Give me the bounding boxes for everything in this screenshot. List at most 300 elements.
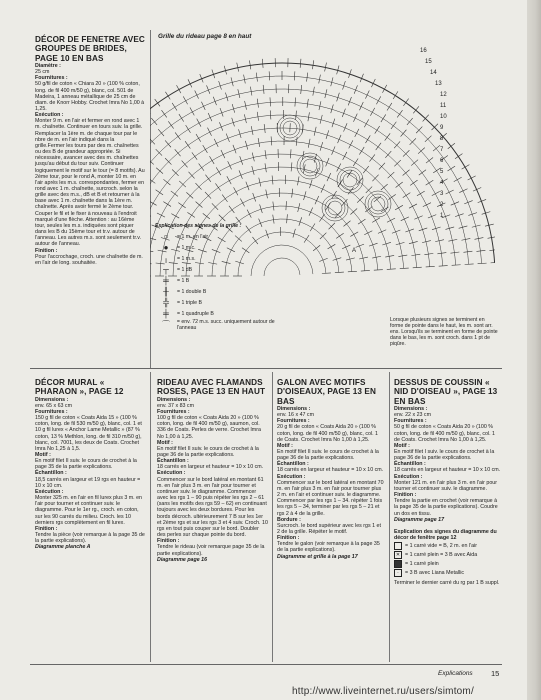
text: 150 g fil de coton « Coats Aida 15 » (100 % coton, long. de fil 530 m/50 g), blanc, col. 1 et 10 g fil lurex « Anchor Lame Metallic » (87 % coton, 13 % Methlon, long. de fil 310 m/50 g), blanc, col. 7001, les deux de Coats. Crochet Imra No 1,25 à 1,5. [35,415,142,452]
stitch-mark [150,263,152,264]
legend-text: = 1 m.c. [177,244,196,251]
stitch-mark [300,59,301,68]
stitch-mark [185,141,190,148]
stitch-mark [336,233,343,238]
diagram-ref: Diagramme planche A [35,544,91,551]
label: Fournitures : [394,418,427,425]
stitch-mark [258,138,260,147]
section-title: GALON AVEC MOTIFS D'OISEAUX, PAGE 13 EN BAS [277,378,376,406]
stitch-mark [187,212,194,217]
footer-divider [30,664,502,665]
text: 100 g fil de coton « Coats Aida 20 » (100 % coton, long. de fil 400 m/50 g), saumon, col. 336 de Coats. Perles de verre. Crochet Imra No 1,00 à 1,25. [157,415,261,440]
legend-row [155,264,295,275]
stitch-mark [266,190,268,199]
stitch-mark [476,250,485,251]
dotted-square-icon: · [394,569,402,577]
row-label: 1 [440,213,444,219]
stitch-mark [365,135,370,143]
label: Dimensions : [35,396,69,403]
stitch-mark [290,149,291,158]
legend-text: = 1 carré plein [405,561,439,568]
label: Dimensions : [277,405,311,412]
label: Dimensions : [394,405,428,412]
text: env. 65 x 63 cm [35,402,72,409]
stitch-mark [269,71,270,80]
stitch-mark [205,175,210,182]
stitch-mark [273,202,274,211]
label: Exécution : [277,473,306,480]
stitch-mark [252,166,254,175]
section-flamingo-curtain [157,378,268,563]
text: env. 22 x 23 cm [394,412,431,419]
stitch-mark [150,213,151,217]
stitch-mark [465,264,474,265]
stitch-mark [313,87,315,96]
label: Diamètre : [35,62,61,69]
stitch-mark [257,112,258,121]
stitch-mark [155,99,160,106]
label: Échantillon : [157,458,189,465]
stitch-mark [347,170,352,178]
stitch-mark [231,77,233,86]
stitch-mark [307,99,308,108]
stitch-mark [413,267,422,268]
stitch-mark [387,269,396,270]
text: 20 g fil de coton « Coats Aida 20 » (100 % coton, long. de fil 400 m/50 g), blanc, col. 1 de Coats. Crochet Imra No 1,00 à 1,25. [277,424,378,443]
stitch-mark [459,226,468,228]
legend-text: = 1 double B [177,288,207,295]
stitch-mark [322,273,331,274]
stitch-mark [403,99,408,106]
stitch-mark [359,257,368,259]
filled-square-icon [394,560,402,568]
stitch-mark [320,233,326,239]
stitch-mark [262,59,263,68]
stitch-mark [308,139,310,148]
stitch-mark [245,101,247,110]
text: Tendre la pièce (voir remarque à la page 35 de la partie explications). [35,532,145,545]
stitch-mark [452,265,461,266]
rosette-motif [297,153,323,179]
stitch-mark [375,126,380,134]
stitch-mark [319,75,321,84]
stitch-mark [286,201,287,210]
stitch-mark [369,154,374,161]
text: 50 g/fil de coton « Chiara 20 » (100 % coton, long. de fil 400 m/50 g), blanc, col. 501 de Madeira, 1 anneau métallique de 25 cm de diam. de Knorr Hobby. Crochet Imra No 1,00 à 1,25. [35,81,145,112]
section-cushion [394,378,502,586]
legend-row [155,297,295,308]
stitch-mark [381,114,386,122]
label: Fournitures : [35,75,68,82]
stitch-mark [331,77,333,86]
stitch-mark [385,133,390,140]
stitch-mark [304,235,309,243]
stitch-mark [426,180,434,185]
stitch-mark [397,110,402,117]
row-label: 16 [420,48,427,54]
footer-label: Explications [438,670,473,677]
stitch-mark [265,150,266,159]
stitch-mark [372,256,381,258]
stitch-mark [229,206,234,213]
stitch-mark [296,111,297,120]
row-label: 7 [440,147,444,153]
text: Tendre le galon (voir remarque à la page 35 de la partie explications). [277,541,380,554]
stitch-symbol-icon: ╫ [163,286,169,296]
stitch-mark [475,238,484,240]
label: Motif : [35,452,51,458]
stitch-mark [259,178,261,187]
label: Échantillon : [35,470,67,477]
legend-text: = 1 carré vide = B, 2 m. en l'air [405,543,477,550]
stitch-mark [310,223,315,231]
stitch-mark [319,101,321,110]
legend-text: = 1 m.s. [177,255,196,262]
stitch-mark [256,73,257,82]
legend-row [155,286,295,297]
stitch-mark [425,136,432,142]
text: Monter 121 m. en l'air plus 3 m. en l'air pour tourner et continuer suiv. le diagramme. [394,479,498,492]
text: Pour l'accrochage, croch. une chaînette de m. en l'air de long. souhaitée. [35,253,143,266]
text: Monter 325 m. en l'air en fil lurex plus 3 m. en l'air pour tourner et continuer suiv. le diagramme. Pour le 1er rg., croch. en coton, sur les 90 carrés du milieu. Croch. les 10 derniers rgs complètement en fil lurex. [35,495,142,526]
stitch-mark [257,99,258,108]
stitch-symbol-icon: ● [163,242,169,252]
stitch-mark [348,271,357,272]
row-label: 3 [440,191,444,197]
section-title: DÉCOR MURAL « PHARAON », PAGE 12 [35,378,124,397]
stitch-mark [388,194,395,199]
legend-text: = 3 B avec Liana Metallic [405,570,465,577]
rosette-motif [322,195,348,221]
legend-text: = 1 quadruple B [177,310,214,317]
stitch-mark [422,241,431,243]
label: Motif : [394,442,410,449]
stitch-mark [178,203,185,208]
stitch-mark [335,272,344,273]
label: Fournitures : [277,418,310,425]
page-number: 15 [491,669,500,678]
text: En motif filet II suiv. le cours de crochet à la page 36 de la partie explications. [277,448,379,462]
legend-row [155,231,295,242]
legend-row [155,308,295,319]
row-label: 11 [440,103,447,109]
section-title: DÉCOR DE FENETRE AVEC GROUPES DE BRIDES, PAGE 10 EN BAS [35,35,145,63]
text: 18 carrés en largeur et hauteur = 10 x 10 cm. [277,467,384,474]
stitch-mark [301,85,302,94]
stitch-mark [294,71,295,80]
stitch-symbol-icon: ╪ [163,308,169,318]
stitch-mark [298,176,300,185]
stitch-mark [156,190,163,195]
stitch-mark [396,242,405,244]
stitch-symbol-icon: ╷ [163,253,169,263]
stitch-mark [172,170,178,176]
stitch-mark [179,181,186,187]
stitch-mark [162,110,167,117]
diagram-ref: Diagramme page 16 [157,556,208,563]
stitch-mark [150,250,153,252]
stitch-mark [196,134,201,142]
stitch-mark [270,97,271,106]
text: En motif filet II suiv. le cours de crochet à la page 35 de la partie explications. [35,458,137,471]
stitch-mark [203,145,208,153]
legend-row [155,319,295,330]
label: Exécution : [35,112,64,119]
section-bird-galon [277,378,385,560]
label: Finition : [35,247,58,254]
stitch-mark [385,255,394,257]
column-divider [150,372,151,662]
legend-row [394,542,502,550]
stitch-mark [247,210,251,218]
legend-text: = env. 72 m.s. succ. uniquement autour de l'anneau [176,318,275,331]
stitch-mark [361,270,370,271]
stitch-mark [372,218,380,223]
text: En motif filet II suiv. le cours de crochet à la page 36 de la partie explications. [157,445,259,458]
text: 18,5 carrés en largeur et 19 rgs en hauteur = 10 x 10 cm. [35,476,141,489]
rosette-motif [365,191,391,217]
label: Finition : [394,492,417,499]
stitch-mark [244,75,246,84]
stitch-mark [216,167,221,175]
section-divider [30,368,502,369]
text: En motif filet I suiv. le cours de crochet à la page 36 de la partie explications. [394,448,495,462]
text: Commencer sur le bord latéral en montant 70 m. en l'air plus 3 m. en l'air pour tourner plus 2 m. en l'air et continuer suiv. le diagramme. Commencer par les rgs 1 – 34. répéter 1 fois les rgs 5 – 34, terminer par les rgs 5 – 21 et rgs 2 à 4 de la grille. [277,479,384,517]
stitch-mark [171,191,178,196]
chart-legend [155,223,295,330]
row-label: 4 [440,180,444,186]
stitch-mark [271,136,272,145]
text: Surcroch. le bord supérieur avec les rgs 1 et 2 de la grille. Répéter le motif. [277,522,381,536]
row-label: 5 [440,169,444,175]
stitch-mark [426,157,433,163]
stitch-mark [472,225,481,227]
stitch-mark [215,183,220,190]
stitch-mark [265,163,266,172]
legend-text: = 1 triple B [177,299,202,306]
text: env. 16 x 47 cm [277,412,314,419]
text: Commencer sur le bord latéral en montant 61 m. en l'air plus 3 m. en l'air pour tourner et continuer suiv. le diagramme. Commencer avec les rgs 1 – 90 puis répéter les rgs 2 – 61 (sans les motifs des rgs 59 – 62) en continuant toujours avec les deux bordures. Pour les bords décroch. ultérieurement 7 B sur les 1er et 2ème rgs et sur les rgs 3 et 4 suiv. Croch. 10 rgs en tout puis couper sur le bord. Doubler des perles sur chaque pointe du bord. [157,476,268,539]
stitch-mark [419,170,426,175]
stitch-mark [424,253,433,254]
stitch-symbol-icon: ╬ [163,297,169,307]
label: Finition : [35,525,58,532]
stitch-mark [374,270,383,271]
stitch-mark [437,253,446,254]
chart-title: Grille du rideau page 8 en haut [158,33,252,40]
stitch-mark [403,193,411,198]
stitch-mark [489,249,495,250]
stitch-mark [219,215,225,221]
stitch-mark [426,266,435,267]
chart-note: Lorsque plusieurs signes se terminent en forme de pointe dans le haut, les m. sont arr. ens. Lorsqu'ils se terminent en forme de pointe dans le bas, les m. sont croch. dans 1 pt de piqûre. [390,317,498,348]
stitch-mark [450,252,459,253]
stitch-mark [366,187,372,193]
label: Fournitures : [157,408,190,415]
stitch-mark [212,203,218,209]
legend-row [394,569,502,577]
label: Finition : [277,535,300,542]
legend-row [155,242,295,253]
rosette-motif [371,197,385,211]
section-pharaon [35,378,145,551]
stitch-mark [491,262,495,263]
stitch-symbol-icon: ○ [163,231,169,241]
stitch-mark [163,202,171,207]
stitch-mark [244,114,246,123]
stitch-mark [396,182,403,188]
label: Échantillon : [277,461,309,468]
legend-title: Explication des signes du diagramme du décor de fenêtre page 12 [394,528,497,542]
label: Exécution : [35,488,64,495]
stitch-mark [264,124,265,133]
text: 50 g fil de coton « Coats Aida 20 » (100 % coton, long. de fil 400 m/50 g), blanc, col. 1 de Coats. Crochet Imra No 1,00 à 1,25. [394,424,495,443]
text: 18 carrés en largeur et hauteur = 10 x 10 cm. [394,467,501,474]
stitch-mark [263,85,264,94]
stitch-mark [175,132,180,139]
stitch-mark [245,141,247,150]
legend-text: = 1 dB [177,266,193,273]
label: Exécution : [157,470,186,477]
stitch-mark [370,108,374,116]
diagram-ref: Diagramme page 17 [394,516,445,523]
stitch-mark [320,115,322,124]
stitch-mark [172,103,177,111]
stitch-mark [250,87,251,96]
stitch-mark [270,110,271,119]
stitch-mark [179,114,184,122]
stitch-mark [461,238,470,240]
section-title: RIDEAU AVEC FLAMANDS ROSES, PAGE 13 EN HAUT [157,378,266,397]
stitch-mark [400,268,409,269]
row-label: 13 [435,81,442,87]
row-label: 6 [440,158,444,164]
legend-row [155,253,295,264]
stitch-mark [376,143,381,150]
label: Dimensions : [157,396,191,403]
stitch-mark [398,255,407,256]
text: Monter 9 m. en l'air et fermer en rond avec 1 m. chaînette. Continuer en tours suiv. la grille. Remplacer la 1ère m. de chaque tour par le nbre de m. en l'air indiqué dans la grille.Fermer les tours par des m. chaînettes ou des B de grandeur appropriée. Si nécessaire, avancer avec des m. chaînettes jusqu'au début du tour suiv. Continuer logiquement le motif sur le tour (= 8 motifs). Au 2ème tour, pour le rond A, monter 10 m. en l'air après les m.s. correspondantes, fermer en rond avec 1 m. chaînette, surcroch. selon la grille avec des m.s., dB et B et retourner à la base avec 1 m. chaînette dans la 1ère m. chaînette. Après avoir fermé le 2ème tour. Couper le fil et le fixer à nouveau à l'endroit marqué d'une flèche. Attention : au 16ème tour, seules les m.s. indiquées sont piquer dans les B du 15ème tour et tr.v. autour de l'anneau. Les autres m.s. sont seulement tr.v. autour de l'anneau. [35,118,145,248]
row-label: 14 [430,70,437,76]
stitch-mark [353,159,358,167]
stitch-mark [222,195,227,202]
stitch-mark [251,126,253,135]
stitch-symbol-icon: ╪ [163,275,169,285]
stitch-mark [156,149,162,155]
legend-row [394,560,502,568]
stitch-mark [205,192,211,199]
legend-row [155,275,295,286]
diagram-ref: Diagramme et grille à la page 17 [277,553,358,560]
stitch-mark [292,189,293,198]
stitch-mark [372,175,378,182]
legend-text: = 1 carré plein = 3 B avec Aida [405,552,478,559]
stitch-mark [409,241,418,243]
text: Tendre le rideau (voir remarque page 35 de la partie explications). [157,544,265,557]
label: Finition : [157,538,180,545]
legend-row [394,551,502,559]
text: Tendre la partie en crochet (voir remarque à la page 35 de la partie explications). Coudre un dos en tissu. [394,498,498,517]
stitch-mark [252,153,254,162]
text: env. 37 x 83 cm [157,402,194,409]
stitch-mark [325,89,327,98]
rosette-motif [337,167,363,193]
stitch-mark [435,240,444,242]
stitch-mark [287,214,288,223]
stitch-mark [359,147,364,155]
stitch-mark [238,89,240,98]
stitch-mark [209,156,214,164]
stitch-mark [357,196,363,202]
stitch-mark [417,191,425,196]
stitch-mark [296,137,297,146]
stitch-symbol-icon: ⌒ [161,319,170,329]
row-label: 10 [440,114,447,120]
section-window-decor [35,35,145,266]
stitch-mark [291,162,292,171]
stitch-mark [192,152,197,159]
stitch-mark [240,198,244,206]
label: Exécution : [394,473,423,480]
stitch-mark [328,244,336,249]
row-label: 9 [440,125,444,131]
stitch-mark [199,164,204,171]
label: Fournitures : [35,408,68,415]
stitch-symbol-icon: ┬ [163,264,169,274]
legend-text: = 1 B [177,277,190,284]
stitch-mark [411,254,420,255]
stitch-mark [358,219,365,224]
stitch-mark [295,98,296,107]
stitch-mark [307,73,308,82]
stitch-mark [410,180,417,185]
cross-square-icon: ✕ [395,552,401,559]
stitch-mark [168,121,173,128]
stitch-mark [478,263,487,264]
stitch-mark [463,251,472,252]
column-divider [389,372,390,662]
label: Bordure : [277,516,301,523]
stitch-mark [387,103,392,111]
row-label: 15 [425,59,432,65]
text: 18 carrés en largeur et hauteur = 10 x 10 cm. [157,464,264,471]
stitch-mark [403,150,409,156]
stitch-mark [416,127,422,134]
stitch-mark [388,172,395,178]
row-label: 8 [440,136,444,142]
stitch-mark [394,160,400,166]
row-label: 12 [440,92,447,98]
stitch-mark [186,125,191,133]
text: 25 cm [35,69,50,76]
label: Motif : [157,439,173,446]
section-title: DESSUS DE COUSSIN « NID D'OISEAU », PAGE 13 EN BAS [394,378,498,406]
point-label: A [352,248,357,254]
label: Motif : [277,442,293,449]
label: Échantillon : [394,461,426,468]
stitch-mark [165,158,171,164]
stitch-mark [314,127,316,136]
stitch-mark [171,214,179,218]
stitch-mark [319,214,324,221]
page-binding [527,0,541,700]
stitch-mark [395,205,403,210]
source-url: http://www.liveinternet.ru/users/simtom/ [292,686,474,697]
stitch-mark [329,223,335,229]
stitch-mark [448,239,457,241]
stitch-mark [315,196,319,204]
stitch-mark [308,112,309,121]
